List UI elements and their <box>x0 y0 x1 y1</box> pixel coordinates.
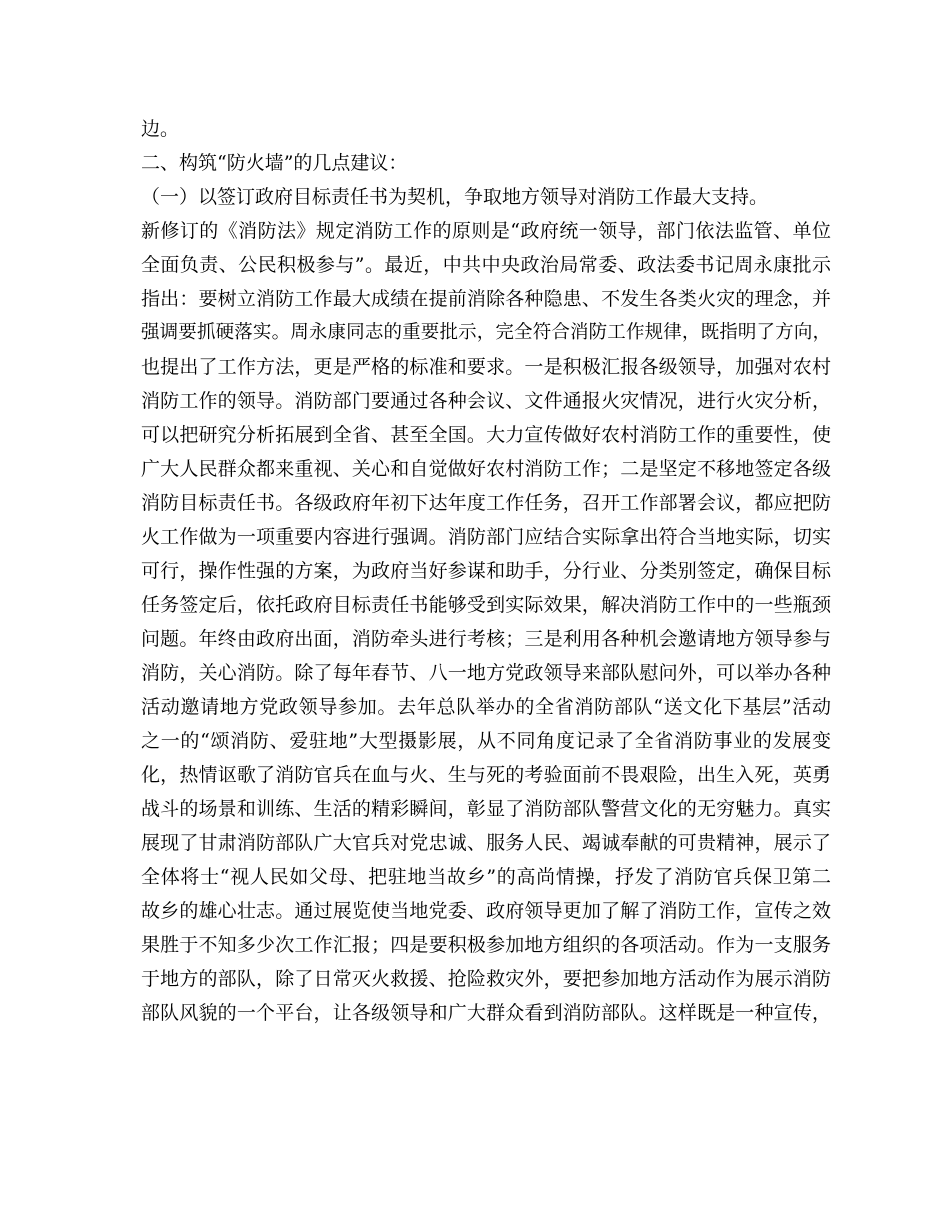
text-line: 全体将士“视人民如父母、把驻地当故乡”的高尚情操，抒发了消防官兵保卫第二 <box>141 866 831 888</box>
text-line: 任务签定后，依托政府目标责任书能够受到实际效果，解决消防工作中的一些瓶颈 <box>141 594 831 616</box>
text-line: 火工作做为一项重要内容进行强调。消防部门应结合实际拿出符合当地实际，切实 <box>141 526 831 548</box>
text-line: 问题。年终由政府出面，消防牵头进行考核；三是利用各种机会邀请地方领导参与 <box>141 628 831 650</box>
text-line: 可行，操作性强的方案，为政府当好参谋和助手，分行业、分类别签定，确保目标 <box>141 560 831 582</box>
text-line: 消防，关心消防。除了每年春节、八一地方党政领导来部队慰问外，可以举办各种 <box>141 662 831 684</box>
text-line: 新修订的《消防法》规定消防工作的原则是“政府统一领导，部门依法监管、单位 <box>141 220 831 242</box>
text-line: 展现了甘肃消防部队广大官兵对党忠诚、服务人民、竭诚奉献的可贵精神，展示了 <box>141 832 831 854</box>
text-line: 也提出了工作方法，更是严格的标准和要求。一是积极汇报各级领导，加强对农村 <box>141 356 831 378</box>
section-heading: 二、构筑“防火墙”的几点建议： <box>141 152 408 174</box>
text-line: 指出：要树立消防工作最大成绩在提前消除各种隐患、不发生各类火灾的理念，并 <box>141 288 831 310</box>
text-line: 全面负责、公民积极参与”。最近，中共中央政治局常委、政法委书记周永康批示 <box>141 254 831 276</box>
text-line: 广大人民群众都来重视、关心和自觉做好农村消防工作；二是坚定不移地签定各级 <box>141 458 831 480</box>
text-line: 消防目标责任书。各级政府年初下达年度工作任务，召开工作部署会议，都应把防 <box>141 492 831 514</box>
text-line: 活动邀请地方党政领导参加。去年总队举办的全省消防部队“送文化下基层”活动 <box>141 696 831 718</box>
text-line: 消防工作的领导。消防部门要通过各种会议、文件通报火灾情况，进行火灾分析， <box>141 390 831 412</box>
text-line: 故乡的雄心壮志。通过展览使当地党委、政府领导更加了解了消防工作，宣传之效 <box>141 900 831 922</box>
text-line: 之一的“颂消防、爱驻地”大型摄影展，从不同角度记录了全省消防事业的发展变 <box>141 730 831 752</box>
text-line: 化，热情讴歌了消防官兵在血与火、生与死的考验面前不畏艰险，出生入死，英勇 <box>141 764 831 786</box>
subsection-heading: （一）以签订政府目标责任书为契机，争取地方领导对消防工作最大支持。 <box>141 186 769 208</box>
text-line: 部队风貌的一个平台，让各级领导和广大群众看到消防部队。这样既是一种宣传， <box>141 1002 831 1024</box>
text-line: 战斗的场景和训练、生活的精彩瞬间，彰显了消防部队警营文化的无穷魅力。真实 <box>141 798 831 820</box>
text-line: 强调要抓硬落实。周永康同志的重要批示，完全符合消防工作规律，既指明了方向， <box>141 322 831 343</box>
text-line: 果胜于不知多少次工作汇报；四是要积极参加地方组织的各项活动。作为一支服务 <box>141 934 831 956</box>
text-line: 可以把研究分析拓展到全省、甚至全国。大力宣传做好农村消防工作的重要性，使 <box>141 424 831 446</box>
text-line: 边。 <box>141 118 180 140</box>
text-line: 于地方的部队，除了日常灭火救援、抢险救灾外，要把参加地方活动作为展示消防 <box>141 968 831 990</box>
